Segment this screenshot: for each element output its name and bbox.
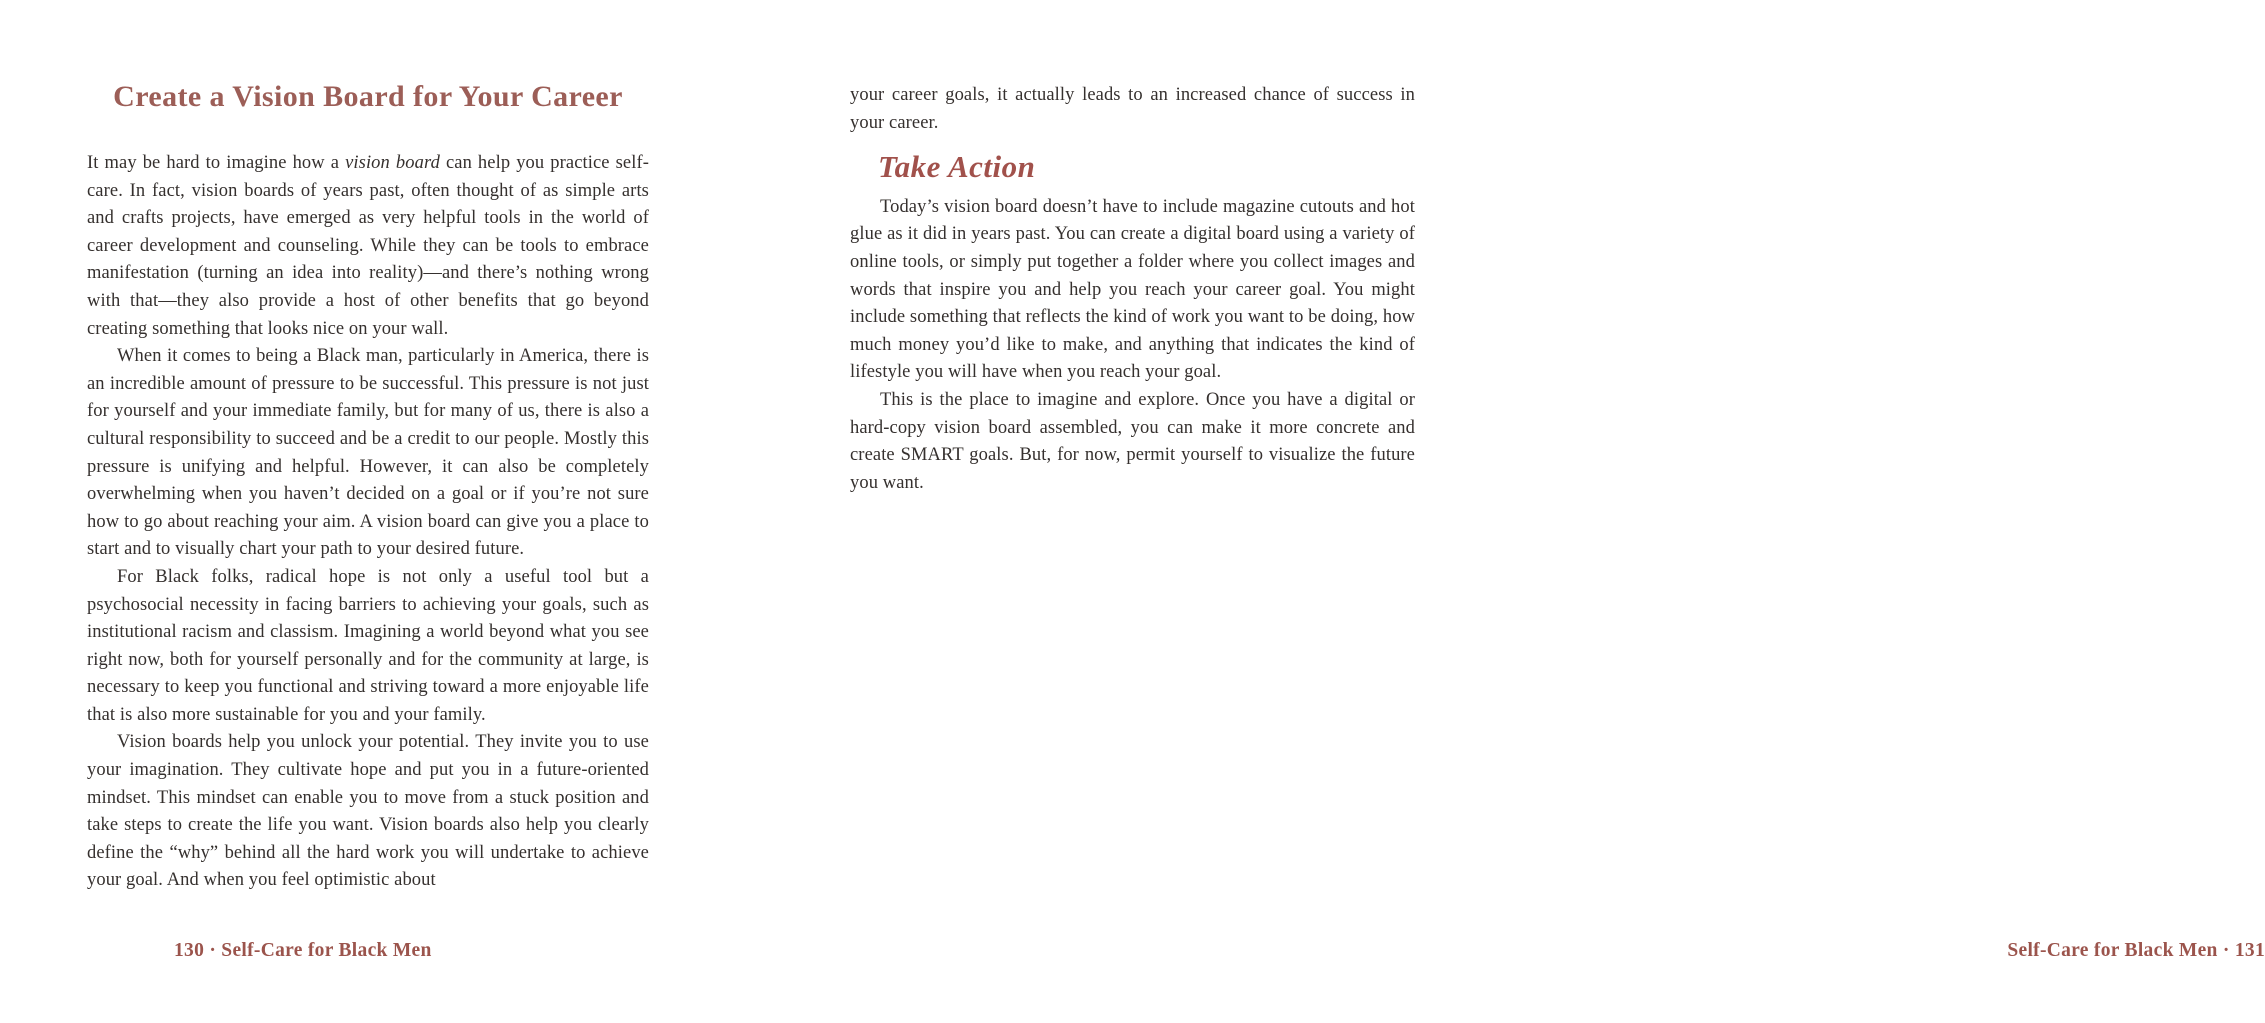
body-paragraph: This is the place to imagine and explore. Once you have a digital or hard-copy vision board assembled, you can make it more concrete and create SMART goals. But, for now, permit yourself to visualize the future you want.: [850, 389, 1415, 493]
body-paragraph: Today’s vision board doesn’t have to include magazine cutouts and hot glue as it did in years past. You can create a digital board using a variety of online tools, or simply put together a folder where you collect images and words that inspire you and help you reach your career goal. You might include something that reflects the kind of work you want to be doing, how much money you’d like to make, and anything that indicates the kind of lifestyle you will have when you reach your goal.: [850, 196, 1415, 383]
body-paragraph: [87, 150, 649, 343]
page-footer-left: 130 · Self-Care for Black Men: [174, 940, 432, 961]
body-paragraph: For Black folks, radical hope is not only a useful tool but a psychosocial necessity in facing barriers to achieving your goals, such as institutional racism and classism. Imagining a world beyond what you see right now, both for yourself personally and for the community at large, is necessary to keep you functional and striving toward a more enjoyable life that is also more sustainable for you and your family.: [87, 566, 649, 725]
paragraph-text: can help you practice self-care. In fact, vision boards of years past, often thought of as simple arts and crafts projects, have emerged as very helpful tools in the world of career development and counseling. While they can be tools to embrace manifestation (turning an idea into reality)—and there’s nothing wrong with that—they also provide a host of other benefits that go beyond creating something that looks nice on your wall.: [87, 153, 649, 339]
italic-phrase: vision board: [345, 153, 440, 173]
left-page-body: [87, 150, 649, 895]
body-paragraph: your career goals, it actually leads to an increased chance of success in your career.: [850, 85, 1415, 133]
paragraph-text: It may be hard to imagine how a: [87, 153, 346, 173]
take-action-heading: Take Action: [878, 149, 1036, 185]
right-page-body: [850, 82, 1415, 497]
chapter-title: Create a Vision Board for Your Career: [113, 80, 623, 113]
body-paragraph: Vision boards help you unlock your potential. They invite you to use your imagination. They cultivate hope and put you in a future-oriented mindset. This mindset can enable you to move from a stuck position and take steps to create the life you want. Vision boards also help you clearly define the “why” behind all the hard work you will undertake to achieve your goal. And when you feel optimistic about: [87, 732, 649, 891]
body-paragraph: When it comes to being a Black man, particularly in America, there is an incredible amount of pressure to be successful. This pressure is not just for yourself and your immediate family, but for many of us, there is also a cultural responsibility to succeed and be a credit to our people. Mostly this pressure is unifying and helpful. However, it can also be completely overwhelming when you haven’t decided on a goal or if you’re not sure how to go about reaching your aim. A vision board can give you a place to start and to visually chart your path to your desired future.: [87, 346, 649, 560]
page-footer-right: Self-Care for Black Men · 131: [2007, 940, 2265, 961]
